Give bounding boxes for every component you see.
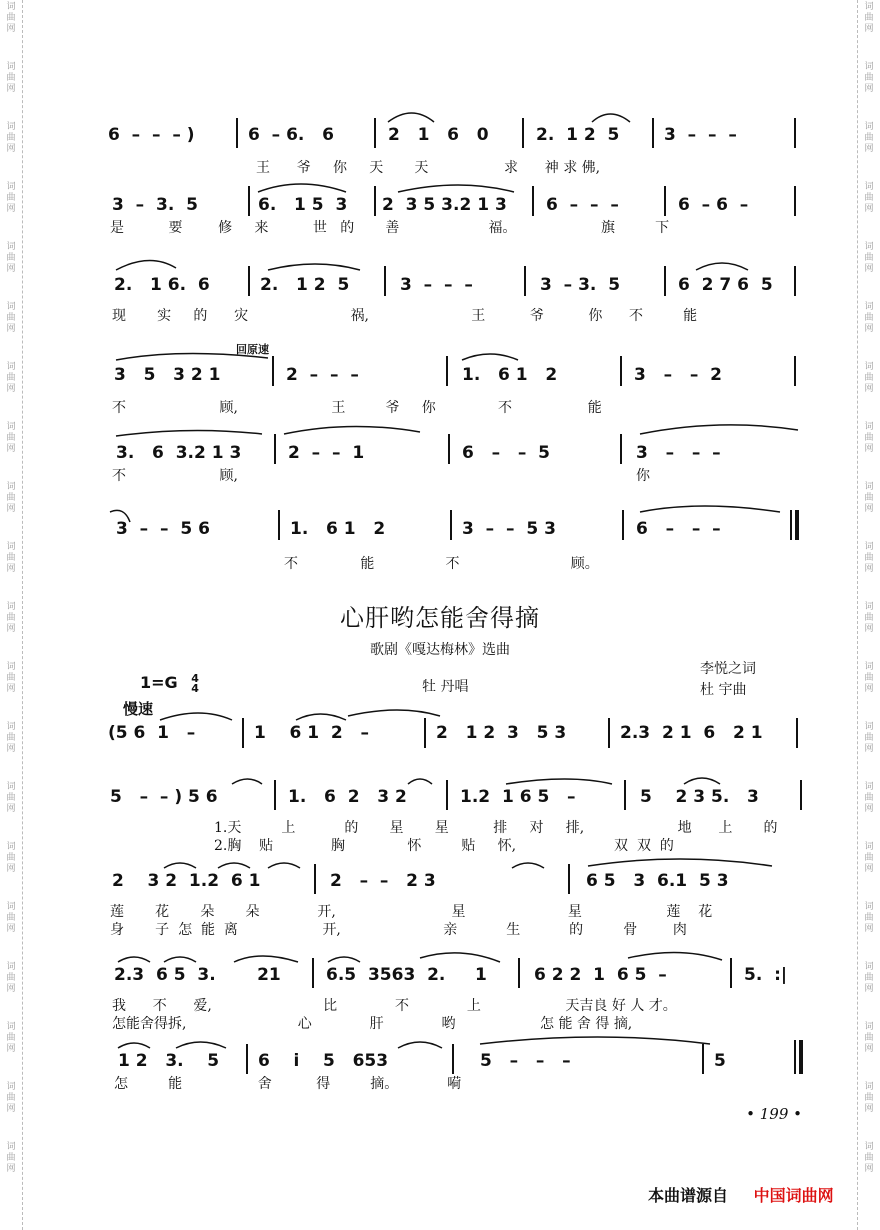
notation-line-9: 2 3 2 1.2 6 1 (112, 871, 261, 891)
watermark-stamp: 词 曲 网 (864, 482, 874, 514)
watermark-stamp: 词 曲 网 (864, 782, 874, 814)
watermark-stamp: 词 曲 网 (864, 302, 874, 334)
notation-line-10: 2.3 6 5 3. 21 (114, 965, 281, 985)
singer-credit: 牡 丹唱 (422, 679, 469, 695)
page-number: • 199 • (746, 1105, 802, 1123)
source-credit (648, 1183, 834, 1206)
watermark-stamp: 词 曲 网 (864, 422, 874, 454)
lyric-line-5: 不 顾, (112, 468, 238, 484)
watermark-stamp: 词 曲 网 (6, 962, 16, 994)
watermark-stamp: 词 曲 网 (6, 842, 16, 874)
watermark-stamp: 词 曲 网 (6, 2, 16, 34)
watermark-stamp: 词 曲 网 (6, 302, 16, 334)
notation-line-8: 5 – – ) 5 6 (110, 787, 218, 807)
watermark-stamp: 词 曲 网 (864, 242, 874, 274)
lyric-line-3: 现 实 的 灾 祸, 王 爷 你 不 能 (112, 308, 698, 324)
watermark-stamp: 词 曲 网 (864, 602, 874, 634)
lyric-line-6: 不 能 不 顾。 (284, 556, 599, 572)
watermark-stamp: 词 曲 网 (6, 662, 16, 694)
watermark-stamp: 词 曲 网 (6, 482, 16, 514)
watermark-stamp: 词 曲 网 (864, 542, 874, 574)
lyric-line-2: 是 要 修 来 世 的 善 福。 旗 下 (110, 220, 670, 236)
watermark-stamp: 词 曲 网 (6, 122, 16, 154)
verse1-line-1: 1.天 上 的 星 星 排 对 排, 地 上 的 (214, 820, 778, 836)
notation-line-11: 1 2 3. 5 (118, 1051, 220, 1071)
notation-line-3: 2. 1 6. 6 (114, 275, 210, 295)
song-subtitle: 歌剧《嘎达梅林》选曲 (370, 642, 510, 658)
key-signature: 1=G 4 4 (140, 671, 199, 695)
upper-score: 6 – – – ) 6 – 6. 6 2 1 6 0 2. 1 2 5 3 – – – 王 爷 你 天 天 求 神 求 佛, 3 – 3. 5 6. 1 5 3 2 3 5 3.2 1 3 6 – – – 6 – 6 – 是 要 修 来 世 的 善 福。 旗 下 2. 1 6. 6 2. 1 2 5 3 – – – 3 – 3. 5 6 2 7 6 5 现 实 的 灾 祸, 王 爷 你 不 能 回原速 3 5 3 2 1 2 – – – 1. 6 1 2 3 – – 2 不 顾, 王 爷 你 不 能 3. 6 3.2 1 3 2 – – 1 6 – – 5 3 – – – 不 顾, 你 3 – – 5 6 1. 6 1 2 3 – – 5 3 6 – – – 不 能 不 顾。 (108, 125, 773, 572)
notation-line-2: 3 – 3. 5 (112, 195, 198, 215)
song-title: 心肝哟怎能舍得摘 (340, 604, 540, 632)
watermark-stamp: 词 曲 网 (6, 1022, 16, 1054)
watermark-stamp: 词 曲 网 (864, 1022, 874, 1054)
notation-line-4: 3 5 3 2 1 (114, 365, 221, 385)
watermark-stamp: 词 曲 网 (6, 782, 16, 814)
source-label: 本曲谱源自 (648, 1186, 729, 1205)
watermark-stamp: 词 曲 网 (6, 722, 16, 754)
tempo-mark: 回原速 (236, 343, 269, 356)
watermark-stamp: 词 曲 网 (6, 242, 16, 274)
verse2-line-1: 2.胸 贴 胸 怀 贴 怀, 双 双 的 (214, 838, 674, 854)
notation-line-6: 3 – – 5 6 (116, 519, 210, 539)
composer-credit: 杜 宇曲 (700, 682, 747, 698)
lyricist-credit: 李悦之词 (700, 661, 756, 677)
watermark-stamp: 词 曲 网 (6, 602, 16, 634)
verse2-line-3: 怎能舍得拆, 心 肝 哟 怎 能 舍 得 摘, (112, 1016, 633, 1032)
watermark-stamp: 词 曲 网 (864, 182, 874, 214)
verse1-line-3: 我 不 爱, 比 不 上 天吉良 好 人 才。 (112, 998, 677, 1014)
time-signature-bottom: 4 (191, 681, 199, 695)
watermark-stamp: 词 曲 网 (6, 542, 16, 574)
watermark-stamp: 词 曲 网 (6, 902, 16, 934)
source-site-link[interactable]: 中国词曲网 (753, 1186, 834, 1205)
notation-line-1: 6 – – – ) (108, 125, 195, 145)
watermark-stamp: 词 曲 网 (6, 1142, 16, 1174)
lyric-line-1: 王 爷 你 天 天 求 神 求 佛, (256, 160, 601, 176)
tempo-marking: 慢速 (123, 700, 154, 718)
lyric-line-final: 怎 能 舍 得 摘。 嗬 (114, 1076, 462, 1092)
watermark-stamp: 词 曲 网 (6, 1082, 16, 1114)
watermark-stamp: 词 曲 网 (864, 842, 874, 874)
watermark-stamp: 词 曲 网 (6, 62, 16, 94)
watermark-stamp: 词 曲 网 (6, 182, 16, 214)
watermark-stamp: 词 曲 网 (864, 1082, 874, 1114)
lyric-line-4: 不 顾, 王 爷 你 不 能 (112, 400, 602, 416)
watermark-stamp: 词 曲 网 (864, 662, 874, 694)
watermark-stamp: 词 曲 网 (864, 722, 874, 754)
lower-score: (5 6 1 – 1 6 1 2 – 2 1 2 3 5 3 2.3 2 1 6 2 1 5 – – ) 5 6 1. 6 2 3 2 1.2 1 6 5 – 5 2 3 5. 3 1.天 上 的 星 星 排 对 排, 地 上 的 2.胸 贴 胸 怀 贴 怀, 双 双 的 2 3 2 1.2 6 1 2 – – 2 3 6 5 3 6.1 5 3 莲 花 朵 朵 开, 星 星 莲 花 身 子 怎 能 离 开, 亲 生 的 骨 肉 2.3 6 5 3. 21 6.5 3563 2. 1 6 2 2 1 6 5 – 5. :| 我 不 爱, 比 不 上 天吉良 好 人 才。 怎能舍得拆, 心 肝 哟 怎 能 舍 得 摘, 1 2 3. 5 6 i 5 653 5 – – – 5 怎 能 舍 得 摘。 嗬 (108, 723, 788, 1092)
notation-line-5: 3. 6 3.2 1 3 (116, 443, 242, 463)
watermark-stamp: 词 曲 网 (864, 2, 874, 34)
watermark-stamp: 词 曲 网 (864, 902, 874, 934)
watermark-stamp: 词 曲 网 (864, 362, 874, 394)
watermark-stamp: 词 曲 网 (864, 1142, 874, 1174)
verse2-line-2: 身 子 怎 能 离 开, 亲 生 的 骨 肉 (110, 922, 687, 938)
watermark-stamp: 词 曲 网 (864, 962, 874, 994)
watermark-stamp: 词 曲 网 (864, 122, 874, 154)
time-signature-top: 4 (191, 671, 199, 685)
notation-line-7: (5 6 1 – (108, 723, 196, 743)
watermark-stamp: 词 曲 网 (864, 62, 874, 94)
verse1-line-2: 莲 花 朵 朵 开, 星 星 莲 花 (110, 904, 713, 920)
watermark-stamp: 词 曲 网 (6, 422, 16, 454)
watermark-stamp: 词 曲 网 (6, 362, 16, 394)
